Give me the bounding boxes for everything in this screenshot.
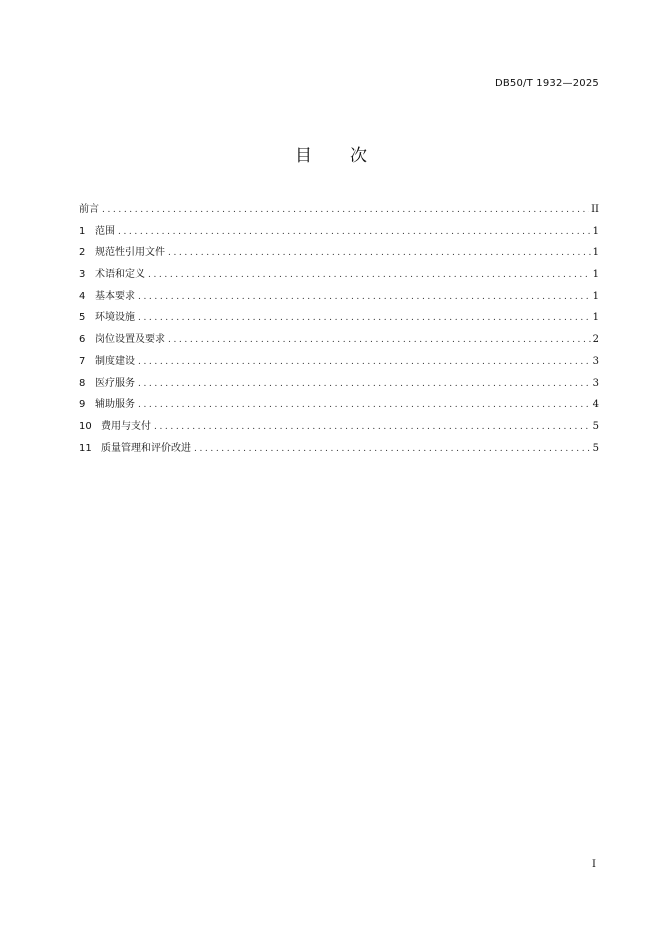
toc-entry-10[interactable] xyxy=(79,416,599,438)
toc-leader-dots xyxy=(118,222,591,244)
table-of-contents xyxy=(79,199,599,459)
toc-entry-label: 规范性引用文件 xyxy=(95,247,165,259)
toc-entry-9[interactable] xyxy=(79,394,599,416)
toc-entry-number: 7 xyxy=(79,355,86,367)
toc-entry-label: 环境设施 xyxy=(95,312,135,324)
toc-entry-page: 1 xyxy=(592,290,599,302)
toc-entry-label: 质量管理和评价改进 xyxy=(101,442,191,454)
toc-entry-label: 制度建设 xyxy=(95,355,135,367)
toc-entry-page: 1 xyxy=(592,225,599,237)
toc-entry-7[interactable] xyxy=(79,351,599,373)
toc-leader-dots xyxy=(168,330,591,352)
toc-entry-label: 岗位设置及要求 xyxy=(95,334,165,346)
toc-leader-dots xyxy=(138,352,591,374)
toc-entry-number: 10 xyxy=(79,420,92,432)
toc-leader-dots xyxy=(138,395,591,417)
toc-entry-page: 1 xyxy=(592,247,599,259)
toc-entry-number: 5 xyxy=(79,312,86,324)
toc-leader-dots xyxy=(138,308,591,330)
toc-heading xyxy=(0,141,662,166)
toc-entry-number: 8 xyxy=(79,377,86,389)
toc-entry-page: 4 xyxy=(592,399,599,411)
toc-entry-page: 5 xyxy=(592,420,599,432)
toc-entry-label: 医疗服务 xyxy=(95,377,135,389)
toc-leader-dots xyxy=(102,200,589,222)
toc-entry-label: 辅助服务 xyxy=(95,399,135,411)
toc-entry-page: 2 xyxy=(592,334,599,346)
toc-heading-char-2: 次 xyxy=(350,146,367,166)
toc-entry-page: 5 xyxy=(592,442,599,454)
toc-entry-page: 3 xyxy=(592,355,599,367)
toc-leader-dots xyxy=(168,243,591,265)
toc-entry-foreword[interactable] xyxy=(79,199,599,221)
toc-entry-page: 3 xyxy=(592,377,599,389)
toc-leader-dots xyxy=(148,265,591,287)
toc-entry-number: 1 xyxy=(79,225,86,237)
toc-heading-char-1: 目 xyxy=(295,146,312,166)
toc-entry-4[interactable] xyxy=(79,286,599,308)
toc-entry-page: 1 xyxy=(592,312,599,324)
toc-entry-number: 3 xyxy=(79,269,86,281)
toc-entry-label: 范围 xyxy=(95,225,115,237)
toc-entry-8[interactable] xyxy=(79,373,599,395)
document-code: DB50/T 1932—2025 xyxy=(494,78,599,89)
toc-entry-6[interactable] xyxy=(79,329,599,351)
toc-entry-number: 6 xyxy=(79,334,86,346)
toc-leader-dots xyxy=(194,439,591,461)
toc-leader-dots xyxy=(138,374,591,396)
toc-entry-11[interactable] xyxy=(79,438,599,460)
toc-entry-1[interactable] xyxy=(79,221,599,243)
toc-entry-page: 1 xyxy=(592,269,599,281)
page-number: I xyxy=(592,859,596,870)
toc-entry-number: 2 xyxy=(79,247,86,259)
toc-entry-2[interactable] xyxy=(79,242,599,264)
toc-entry-number: 9 xyxy=(79,399,86,411)
toc-entry-label: 前言 xyxy=(79,204,99,215)
toc-entry-5[interactable] xyxy=(79,307,599,329)
toc-entry-3[interactable] xyxy=(79,264,599,286)
toc-entry-label: 术语和定义 xyxy=(95,269,145,281)
toc-entry-number: 11 xyxy=(79,442,92,454)
toc-entry-label: 费用与支付 xyxy=(101,420,151,432)
toc-entry-label: 基本要求 xyxy=(95,290,135,302)
toc-entry-number: 4 xyxy=(79,290,86,302)
toc-leader-dots xyxy=(154,417,591,439)
toc-entry-page: II xyxy=(591,204,599,215)
toc-leader-dots xyxy=(138,287,591,309)
